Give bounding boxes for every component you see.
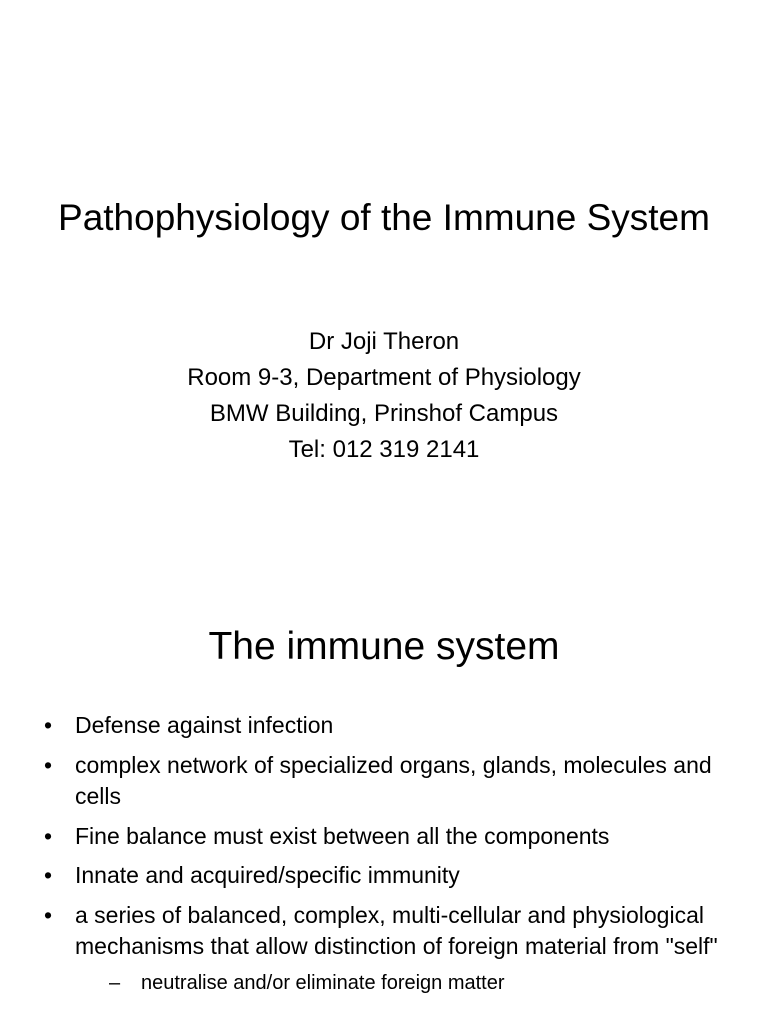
bullet-marker: • (44, 751, 53, 778)
sub-bullet-marker: – (109, 971, 121, 994)
bullet-marker: • (44, 901, 53, 928)
presenter-phone: Tel: 012 319 2141 (288, 436, 480, 463)
content-slide (0, 576, 768, 1024)
bullet-list (44, 710, 744, 1005)
bullet-marker: • (44, 822, 53, 849)
presenter-details (40, 324, 728, 468)
list-item-text: a series of balanced, complex, multi-cellular and physiological mechanisms that allow distinction of foreign material from "self" (75, 901, 718, 959)
list-item-text: complex network of specialized organs, glands, molecules and cells (75, 751, 712, 809)
sub-list-item (75, 969, 744, 997)
list-item (44, 710, 744, 742)
slide-title: Pathophysiology of the Immune System (58, 197, 710, 238)
slide-title: The immune system (208, 625, 560, 668)
list-item-text: Defense against infection (75, 712, 334, 738)
list-item (44, 750, 744, 813)
list-item (44, 860, 744, 892)
presenter-name: Dr Joji Theron (308, 328, 460, 355)
sub-list-item-text: neutralise and/or eliminate foreign matter (141, 971, 505, 994)
bullet-marker: • (44, 862, 53, 888)
bullet-marker: • (44, 712, 53, 738)
list-item (44, 821, 744, 853)
presenter-building: BMW Building, Prinshof Campus (209, 400, 559, 427)
list-item (44, 900, 744, 997)
list-item-text: Fine balance must exist between all the components (75, 822, 610, 849)
presenter-room: Room 9-3, Department of Physiology (187, 364, 581, 391)
list-item-text: Innate and acquired/specific immunity (75, 862, 460, 888)
